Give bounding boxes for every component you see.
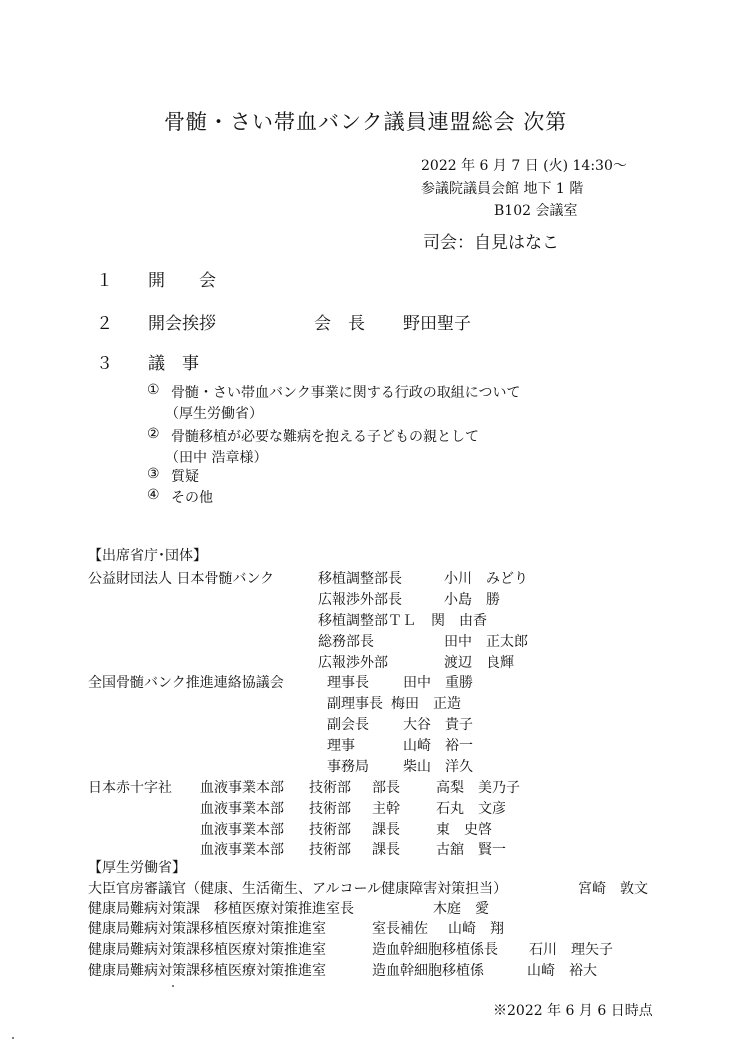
agenda-sub-1-mark: ①: [147, 382, 160, 398]
agenda-sub-3-text: 質疑: [171, 469, 199, 485]
jmdp-role: 移植調整部長: [318, 571, 402, 587]
scan-speck: [12, 1037, 14, 1039]
redcross-role: 課長: [372, 842, 400, 858]
mhlw-position: 健康局難病対策課移植医療対策推進室: [88, 921, 326, 937]
redcross-div: 技術部: [309, 822, 351, 838]
jmdp-role: 移植調整部ＴＬ: [318, 613, 416, 629]
jmdp-role: 総務部長: [318, 634, 374, 650]
mhlw-position: 健康局難病対策課移植医療対策推進室: [88, 942, 326, 958]
mhlw-name: 山崎 裕大: [527, 963, 597, 979]
agenda-item-1-label: 開 会: [148, 271, 216, 291]
agenda-item-2-number: ２: [96, 314, 113, 334]
jmdp-role: 広報渉外部: [318, 655, 388, 671]
redcross-role: 主幹: [372, 801, 400, 817]
mhlw-position: 大臣官房審議官（健康、生活衛生、アルコール健康障害対策担当）: [88, 881, 508, 897]
agenda-item-3-number: ３: [96, 354, 113, 374]
agenda-item-1-number: １: [96, 271, 113, 291]
council-name: 梅田 正造: [391, 696, 461, 712]
jmdp-name: 田中 正太郎: [444, 634, 528, 650]
meeting-room: B102 会議室: [494, 203, 578, 219]
council-name: 大谷 貴子: [403, 717, 473, 733]
agenda-sub-3-mark: ③: [147, 466, 160, 482]
mhlw-position: 健康局難病対策課 移植医療対策推進室長: [88, 901, 354, 917]
mhlw-name: 山崎 翔: [448, 921, 504, 937]
redcross-div: 技術部: [309, 780, 351, 796]
council-role: 理事長: [327, 675, 369, 691]
redcross-name: 石丸 文彦: [436, 801, 506, 817]
agenda-item-2-label: 開会挨拶: [148, 314, 216, 334]
redcross-dept: 血液事業本部: [200, 822, 284, 838]
agenda-sub-2-mark: ②: [147, 426, 160, 442]
document-title: 骨髄・さい帯血バンク議員連盟総会 次第: [164, 110, 568, 134]
mhlw-header: 【厚生労働省】: [88, 860, 186, 876]
redcross-div: 技術部: [309, 842, 351, 858]
council-name: 柴山 洋久: [403, 759, 473, 775]
mhlw-position: 健康局難病対策課移植医療対策推進室: [88, 963, 326, 979]
jmdp-name: 関 由香: [431, 613, 487, 629]
agenda-sub-2-text: 骨髄移植が必要な難病を抱える子どもの親として: [171, 429, 479, 445]
agenda-sub-4-text: その他: [171, 490, 213, 506]
agenda-item-2-name: 野田聖子: [403, 314, 471, 334]
council-name: 山崎 裕一: [403, 738, 473, 754]
org-jmdp: 公益財団法人 日本骨髄バンク: [88, 571, 275, 587]
jmdp-name: 渡辺 良輝: [444, 655, 514, 671]
redcross-role: 課長: [372, 822, 400, 838]
meeting-host: 司会：自見はなこ: [423, 233, 559, 253]
council-role: 副理事長: [327, 696, 383, 712]
jmdp-role: 広報渉外部長: [318, 592, 402, 608]
agenda-sub-1-note: （厚生労働省）: [165, 406, 263, 422]
agenda-sub-4-mark: ④: [147, 487, 160, 503]
mhlw-name: 木庭 愛: [433, 901, 489, 917]
mhlw-role: 造血幹細胞移植係長: [372, 942, 498, 958]
meeting-datetime: 2022 年 6 月 7 日 (火) 14:30～: [421, 158, 627, 174]
mhlw-role: 造血幹細胞移植係: [372, 963, 484, 979]
council-name: 田中 重勝: [403, 675, 473, 691]
agenda-item-3-label: 議 事: [148, 354, 199, 374]
redcross-name: 東 史啓: [436, 822, 492, 838]
agenda-sub-2-note: （田中 浩章様）: [165, 450, 268, 466]
scan-speck: [172, 985, 174, 987]
mhlw-role: 室長補佐: [372, 921, 428, 937]
mhlw-name: 石川 理矢子: [529, 942, 613, 958]
org-council: 全国骨髄バンク推進連絡協議会: [88, 675, 284, 691]
council-role: 副会長: [327, 717, 369, 733]
redcross-name: 高梨 美乃子: [436, 780, 520, 796]
redcross-dept: 血液事業本部: [200, 780, 284, 796]
council-role: 事務局: [327, 759, 369, 775]
jmdp-name: 小島 勝: [444, 592, 500, 608]
footnote: ※2022 年 6 月 6 日時点: [493, 1003, 653, 1019]
meeting-venue: 参議院議員会館 地下 1 階: [421, 181, 584, 197]
redcross-div: 技術部: [309, 801, 351, 817]
council-role: 理事: [327, 738, 355, 754]
agenda-sub-1-text: 骨髄・さい帯血バンク事業に関する行政の取組について: [171, 385, 521, 401]
mhlw-name: 宮崎 敦文: [578, 881, 648, 897]
org-redcross: 日本赤十字社: [88, 780, 172, 796]
redcross-role: 部長: [372, 780, 400, 796]
attendees-header: 【出席省庁･団体】: [88, 548, 207, 564]
redcross-name: 古舘 賢一: [436, 842, 506, 858]
agenda-item-2-role: 会 長: [314, 314, 365, 334]
jmdp-name: 小川 みどり: [444, 571, 528, 587]
redcross-dept: 血液事業本部: [200, 801, 284, 817]
redcross-dept: 血液事業本部: [200, 842, 284, 858]
